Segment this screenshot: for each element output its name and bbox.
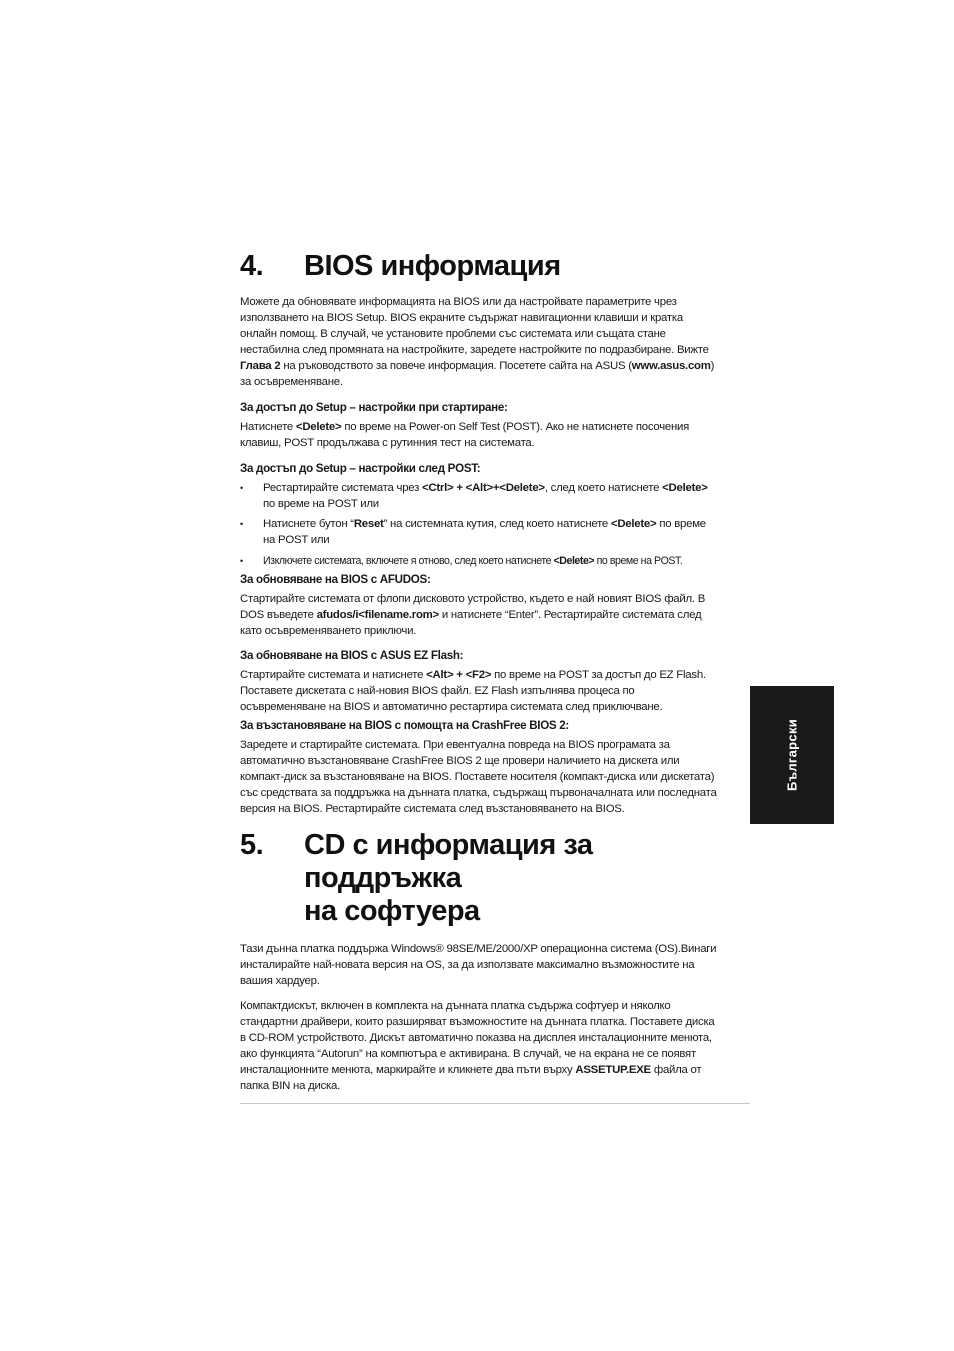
section-5-heading — [240, 829, 720, 928]
button-name: Reset — [353, 518, 384, 530]
text-run: ) за осъвременяване. — [240, 360, 715, 388]
subheading-after-post: За достъп до Setup – настройки след POST: — [240, 462, 481, 475]
language-label: Български — [784, 718, 800, 792]
text-run: Стартирайте системата от флопи дисковото устройство, където е най новият BIOS файл. В DOS въведете — [240, 593, 706, 621]
command: afudos/i<filename.rom> — [316, 609, 439, 621]
key-name: <Delete> — [295, 421, 342, 433]
bullet: • — [240, 519, 243, 529]
text-run: ” на системната кутия, след което натиснете — [383, 518, 611, 530]
list-item — [240, 480, 720, 512]
section-4-heading — [240, 250, 720, 283]
text-run: по време на POST за достъп до EZ Flash. Поставете дискетата с най-новия BIOS файл. EZ Flash изпълнява процеса по осъвременяване на BIOS и автоматично рестартира системата след приключване. — [240, 669, 706, 713]
text-run: на ръководството за повече информация. Посетете сайта на ASUS ( — [280, 360, 632, 372]
after-post-list — [240, 480, 720, 569]
subheading-crashfree: За възстановяване на BIOS с помощта на CrashFree BIOS 2: — [240, 719, 569, 732]
list-item-text — [263, 516, 720, 548]
key-name: <Delete> — [553, 555, 595, 567]
list-item — [240, 516, 720, 548]
key-name: <Ctrl> + <Alt>+<Delete> — [422, 482, 545, 494]
key-name: <Delete> — [662, 482, 708, 494]
text-run: по време на POST или — [263, 518, 706, 546]
cd-intro-paragraph: Тази дънна платка поддържа Windows® 98SE/ME/2000/XP операционна система (OS).Винаги инсталирайте най-новата версия на OS, за да използвате максимално възможностите на вашия хардуер. — [240, 943, 717, 987]
section-title — [304, 829, 720, 928]
text-run: , след което натиснете — [544, 482, 663, 494]
page-content — [240, 250, 720, 1094]
text-run: Изключете системата, включете я отново, след което натиснете — [263, 555, 554, 567]
text-run: Можете да обновявате информацията на BIOS или да настройвате параметрите чрез използването на BIOS Setup. BIOS екраните съдържат навигационни клавиши и кратка онлайн помощ. В случай, че установите проблеми със системата или същата стане нестабилна след промяната на настройките, заредете настройките по подразбиране. Вижте — [240, 296, 709, 356]
text-run: по време на POST. — [594, 555, 683, 567]
file-name: ASSETUP.EXE — [575, 1064, 651, 1076]
bullet: • — [240, 556, 243, 566]
text-run: Стартирайте системата и натиснете — [240, 669, 427, 681]
text-run: Натиснете бутон “ — [263, 518, 354, 530]
footer-divider — [240, 1103, 750, 1104]
bullet: • — [240, 483, 243, 493]
list-item-text — [263, 480, 720, 512]
chapter-ref: Глава 2 — [240, 360, 281, 372]
list-item — [240, 553, 720, 569]
ezflash-paragraph — [240, 667, 720, 715]
subheading-startup: За достъп до Setup – настройки при стартиране: — [240, 401, 508, 414]
asus-website: www.asus.com — [631, 360, 711, 372]
section-title: BIOS информация — [304, 250, 561, 282]
language-side-tab — [750, 686, 834, 824]
text-run: по време на Power-on Self Test (POST). Ако не натиснете посочения клавиш, POST продължава с рутинния тест на системата. — [240, 421, 690, 449]
list-item-text — [263, 553, 720, 569]
text-run: файла от папка BIN на диска. — [240, 1064, 702, 1092]
text-run: и натиснете “Enter”. Рестартирайте системата след като осъвременяването приключи. — [240, 609, 702, 637]
text-run: по време на POST или — [263, 498, 379, 510]
section-number: 5. — [240, 829, 264, 861]
bios-intro-paragraph — [240, 294, 720, 390]
crashfree-paragraph: Заредете и стартирайте системата. При евентуална повреда на BIOS програмата за автоматично възстановяване CrashFree BIOS 2 ще провери наличието на дискета или компакт-диск за възстановяване на BIOS. Поставете носителя (компакт-диска или дискетата) със средствата за поддръжка на дънната платка, съдържащ първоначалната или последната версия на BIOS. Рестартирайте системата след възстановяването на BIOS. — [240, 739, 717, 815]
text-run: Натиснете — [240, 421, 296, 433]
cd-content-paragraph — [240, 998, 720, 1094]
section-title-line: CD с информация за поддръжка — [304, 829, 593, 894]
section-title-line: на софтуера — [304, 895, 480, 927]
subheading-ezflash: За обновяване на BIOS с ASUS EZ Flash: — [240, 649, 464, 662]
text-run: Компактдискът, включен в комплекта на дънната платка съдържа софтуер и няколко стандартни драйвери, които разширяват възможностите на дънната платка. Поставете диска в CD-ROM устройството. Дискът автоматично показва на дисплея инсталационните менюта, ако функцията “Autorun” на компютъра е активирана. В случай, че на екрана не се появят инсталационните менюта, маркирайте и кликнете два пъти върху — [240, 1000, 715, 1076]
subheading-afudos: За обновяване на BIOS с AFUDOS: — [240, 573, 431, 586]
key-name: <Alt> + <F2> — [426, 669, 492, 681]
key-name: <Delete> — [610, 518, 657, 530]
afudos-paragraph — [240, 591, 720, 639]
text-run: Рестартирайте системата чрез — [263, 482, 423, 494]
section-number: 4. — [240, 250, 264, 282]
startup-paragraph — [240, 419, 720, 451]
